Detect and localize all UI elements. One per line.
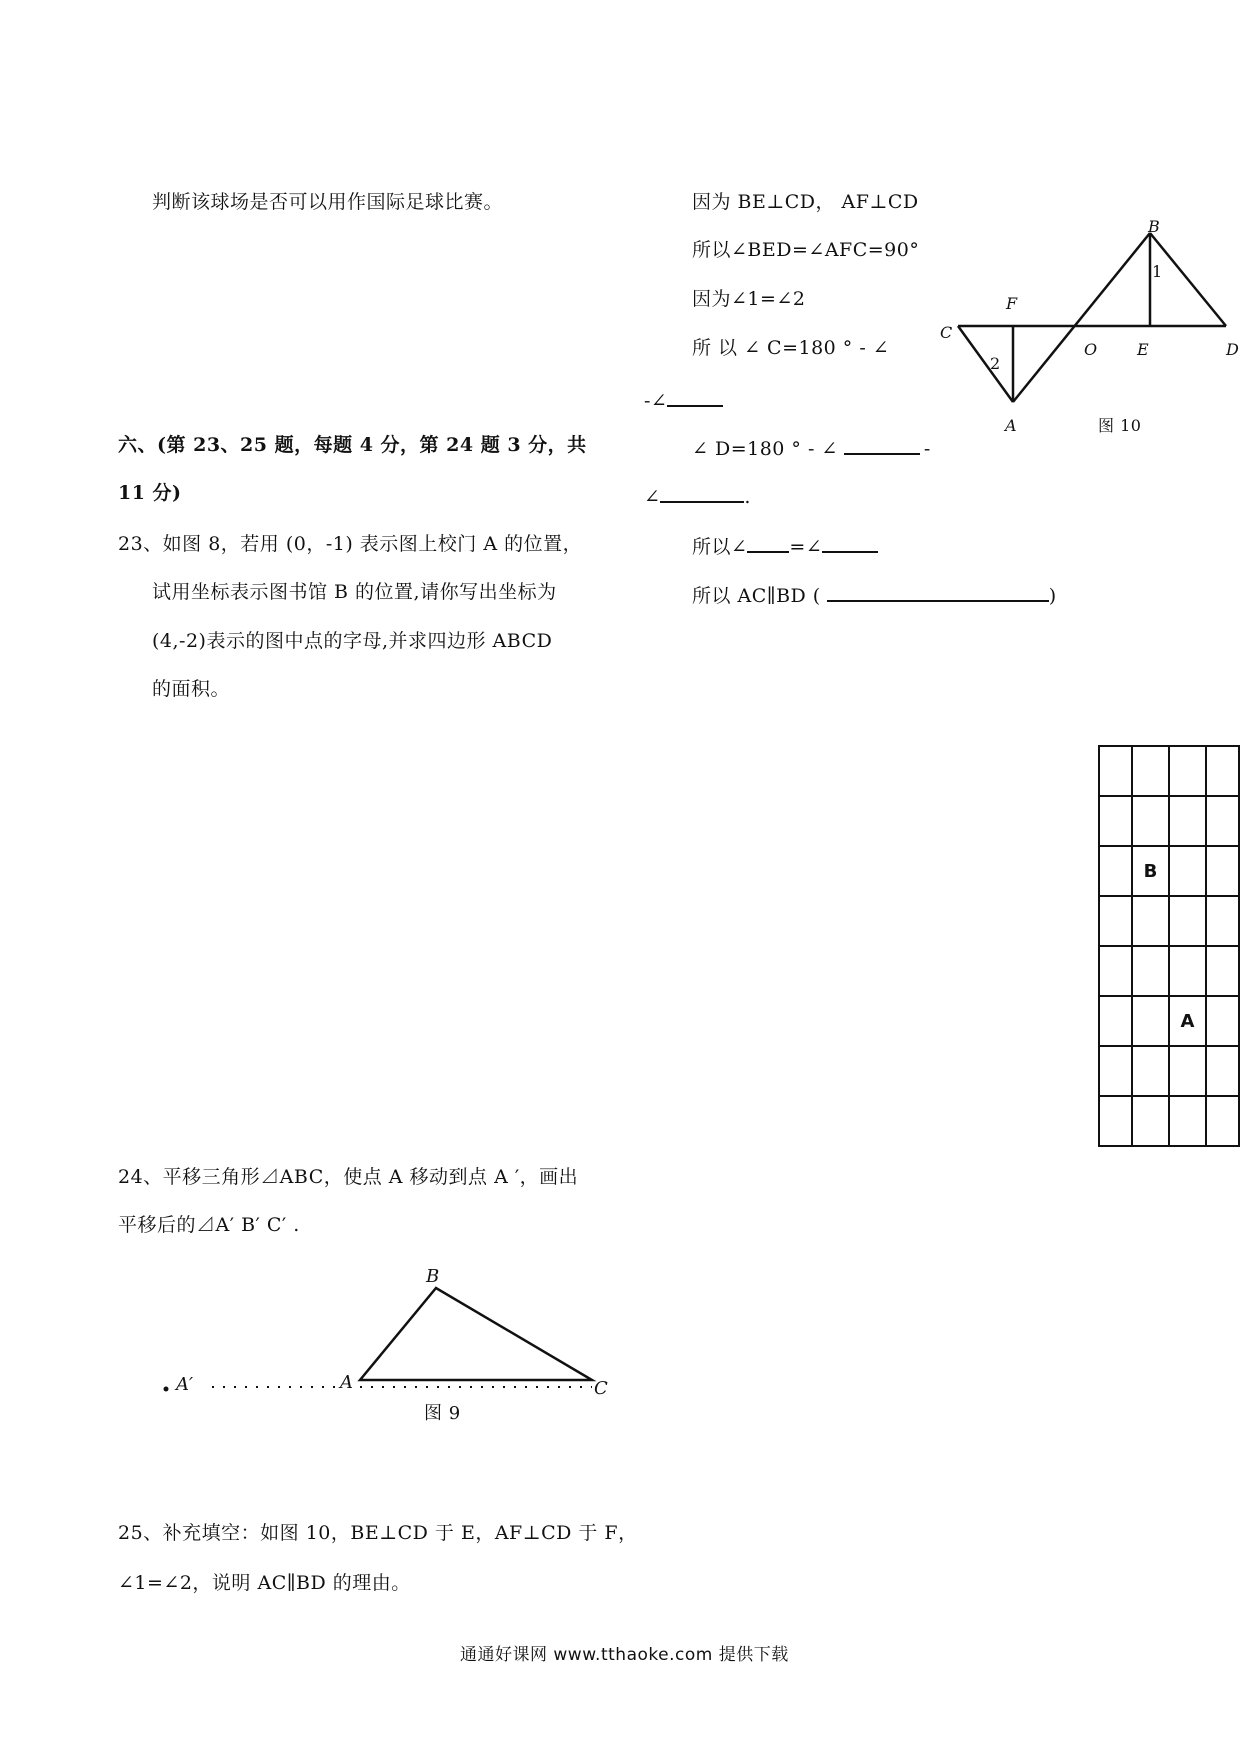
proof-line-4: 所 以 ∠ C=180 ° - ∠ [692, 337, 890, 359]
fig10-label-c: C [940, 323, 953, 342]
fig9-label-aprime: A′ [176, 1374, 194, 1395]
proof-line-9-a: 所以 AC∥BD ( [692, 585, 821, 607]
section-heading-cont: 11 分) [118, 482, 182, 504]
fig10-label-f: F [1006, 294, 1018, 313]
q23-line-2: 试用坐标表示图书馆 B 的位置,请你写出坐标为 [152, 581, 557, 603]
intro-line: 判断该球场是否可以用作国际足球比赛。 [152, 191, 504, 213]
fig10-label-e: E [1137, 340, 1149, 359]
q25-line-1: 25、补充填空：如图 10，BE⊥CD 于 E，AF⊥CD 于 F， [118, 1522, 638, 1544]
footer-text: 通通好课网 www.tthaoke.com 提供下载 [460, 1645, 789, 1665]
fig9-caption: 图 9 [424, 1403, 461, 1424]
proof-line-9-b: ) [1048, 585, 1057, 607]
proof-line-5-prefix: -∠ [644, 390, 668, 412]
proof-line-1: 因为 BE⊥CD， AF⊥CD [692, 191, 919, 213]
fig10-label-o: O [1084, 340, 1098, 359]
proof-line-8-a: 所以∠ [692, 536, 748, 558]
q23-line-4: 的面积。 [152, 678, 231, 700]
grid-cell: B [1132, 846, 1169, 896]
fig9-triangle-abc [360, 1288, 592, 1380]
fig9-label-c: C [594, 1378, 608, 1399]
proof-line-7-prefix: ∠ [644, 486, 661, 508]
proof-line-6-suffix: - [923, 438, 931, 460]
fig9-label-a: A [340, 1372, 353, 1393]
grid-cell: A [1169, 996, 1206, 1046]
proof-line-2: 所以∠BED=∠AFC=90° [692, 239, 920, 261]
fig10-label-d: D [1226, 340, 1239, 359]
q25-line-2: ∠1=∠2，说明 AC∥BD 的理由。 [118, 1572, 411, 1594]
q24-line-2: 平移后的⊿A′ B′ C′ . [118, 1214, 300, 1236]
proof-line-7-suffix: . [744, 486, 751, 508]
proof-line-6-text: ∠ D=180 ° - ∠ [692, 438, 838, 460]
proof-line-8-b: =∠ [789, 536, 823, 558]
fig9-label-b: B [426, 1266, 440, 1287]
fig9-point-aprime [164, 1387, 169, 1392]
fig10-label-b: B [1148, 217, 1160, 236]
fig10-label-a: A [1005, 416, 1017, 435]
fig10-caption: 图 10 [1098, 416, 1142, 435]
section-heading: 六、(第 23、25 题，每题 4 分，第 24 题 3 分，共 [118, 434, 587, 456]
fig10-label-angle-1: 1 [1152, 262, 1163, 281]
q23-line-3: (4,-2)表示的图中点的字母,并求四边形 ABCD [152, 630, 553, 652]
q24-line-1: 24、平移三角形⊿ABC，使点 A 移动到点 A ′，画出 [118, 1166, 579, 1188]
proof-line-3: 因为∠1=∠2 [692, 288, 806, 310]
q23-line-1: 23、如图 8，若用 (0，-1) 表示图上校门 A 的位置， [118, 533, 583, 555]
fig10-label-angle-2: 2 [990, 354, 1001, 373]
